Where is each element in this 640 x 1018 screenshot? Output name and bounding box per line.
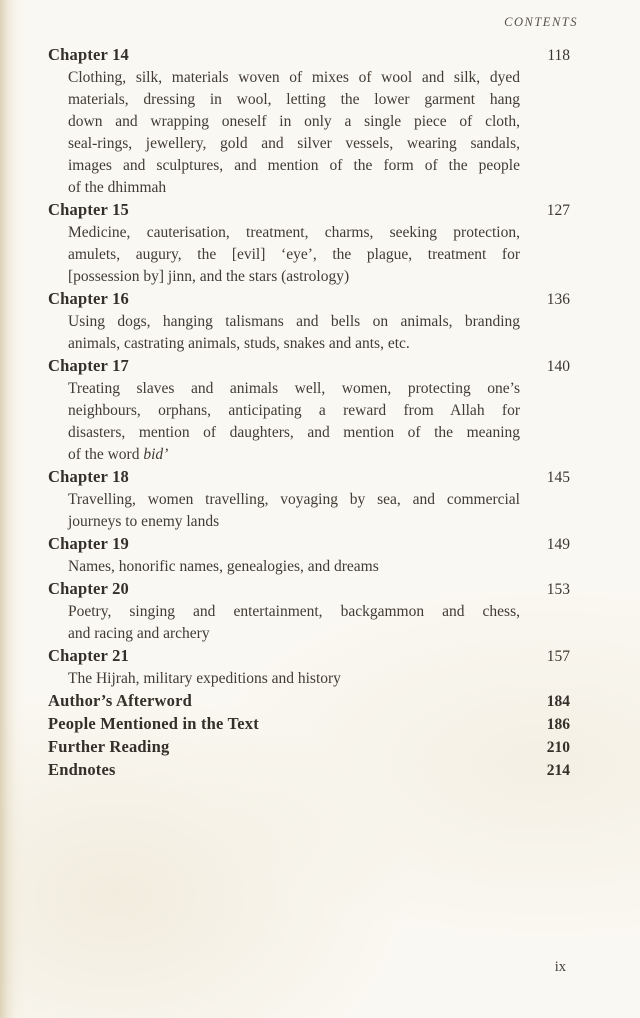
chapter-title: Chapter 18 [48,467,129,486]
toc-entry [48,533,570,578]
chapter-page-number: 149 [546,536,570,553]
back-matter-entry [48,736,570,759]
chapter-title: Chapter 17 [48,356,129,375]
description-line: images and sculptures, and mention of the form of the people [68,157,520,174]
back-matter-entry [48,690,570,713]
toc-entry [48,44,570,199]
chapter-page-number: 157 [546,648,570,665]
table-of-contents [0,44,570,782]
page-folio: ix [554,959,566,975]
back-matter-title: Endnotes [48,760,116,779]
toc-entry [48,355,570,466]
toc-entry-head [48,44,570,67]
toc-entry-head [48,645,570,668]
chapter-page-number: 145 [546,469,570,486]
chapter-page-number: 118 [547,47,570,64]
chapter-title: Chapter 20 [48,579,129,598]
description-line [68,444,520,466]
chapter-description [68,311,520,355]
chapter-page-number: 127 [546,202,570,219]
back-matter-entry [48,759,570,782]
toc-entry-head [48,199,570,222]
description-text: of the dhimmah [68,179,167,196]
description-line: Medicine, cauterisation, treatment, charms, seeking protection, [68,224,520,241]
description-line: Using dogs, hanging talismans and bells on animals, branding [68,313,520,330]
description-line [68,177,520,199]
back-matter-title: Further Reading [48,737,170,756]
description-line: Travelling, women travelling, voyaging by sea, and commercial [68,491,520,508]
description-line [68,511,520,533]
description-line: materials, dressing in wool, letting the lower garment hang [68,91,520,108]
toc-entry-head [48,355,570,378]
description-text: Names, honorific names, genealogies, and dreams [68,558,379,575]
description-line: Treating slaves and animals well, women, protecting one’s [68,380,520,397]
description-text: and racing and archery [68,625,210,642]
toc-entry-head [48,466,570,489]
chapter-description [68,668,520,690]
description-line: down and wrapping oneself in only a single piece of cloth, [68,113,520,130]
chapter-title: Chapter 14 [48,45,129,64]
back-matter-page-number: 214 [546,762,570,779]
chapter-description [68,222,520,288]
toc-entry [48,199,570,288]
description-line [68,333,520,355]
description-text: journeys to enemy lands [68,513,220,530]
chapter-description [68,556,520,578]
toc-entry [48,288,570,355]
description-line: Clothing, silk, materials woven of mixes of wool and silk, dyed [68,69,520,86]
chapter-description [68,378,520,466]
description-line: seal-rings, jewellery, gold and silver vessels, wearing sandals, [68,135,520,152]
chapter-title: Chapter 15 [48,200,129,219]
toc-entry-head [48,533,570,556]
chapter-title: Chapter 16 [48,289,129,308]
chapter-page-number: 140 [546,358,570,375]
back-matter-page-number: 210 [546,739,570,756]
toc-entry [48,645,570,690]
description-line [68,556,520,578]
chapter-description [68,601,520,645]
chapter-page-number: 153 [546,581,570,598]
description-text: The Hijrah, military expeditions and history [68,670,341,687]
description-text: of the word [68,446,144,463]
back-matter-title: Author’s Afterword [48,691,192,710]
toc-entry [48,578,570,645]
description-text: animals, castrating animals, studs, snakes and ants, etc. [68,335,410,352]
chapter-page-number: 136 [546,291,570,308]
chapter-title: Chapter 21 [48,646,129,665]
description-italic-term: bid’ [143,446,169,463]
toc-entry-head [48,288,570,311]
back-matter-page-number: 186 [546,716,570,733]
description-line: neighbours, orphans, anticipating a reward from Allah for [68,402,520,419]
description-line: amulets, augury, the [evil] ‘eye’, the plague, treatment for [68,246,520,263]
description-line [68,266,520,288]
toc-entry-head [48,578,570,601]
toc-entry [48,466,570,533]
back-matter-page-number: 184 [546,693,570,710]
description-line: disasters, mention of daughters, and mention of the meaning [68,424,520,441]
chapter-description [68,489,520,533]
back-matter-title: People Mentioned in the Text [48,714,259,733]
description-line [68,668,520,690]
description-text: [possession by] jinn, and the stars (astrology) [68,268,350,285]
description-line: Poetry, singing and entertainment, backgammon and chess, [68,603,520,620]
chapter-title: Chapter 19 [48,534,129,553]
description-line [68,623,520,645]
chapter-description [68,67,520,199]
back-matter-entry [48,713,570,736]
running-header: CONTENTS [504,15,578,29]
